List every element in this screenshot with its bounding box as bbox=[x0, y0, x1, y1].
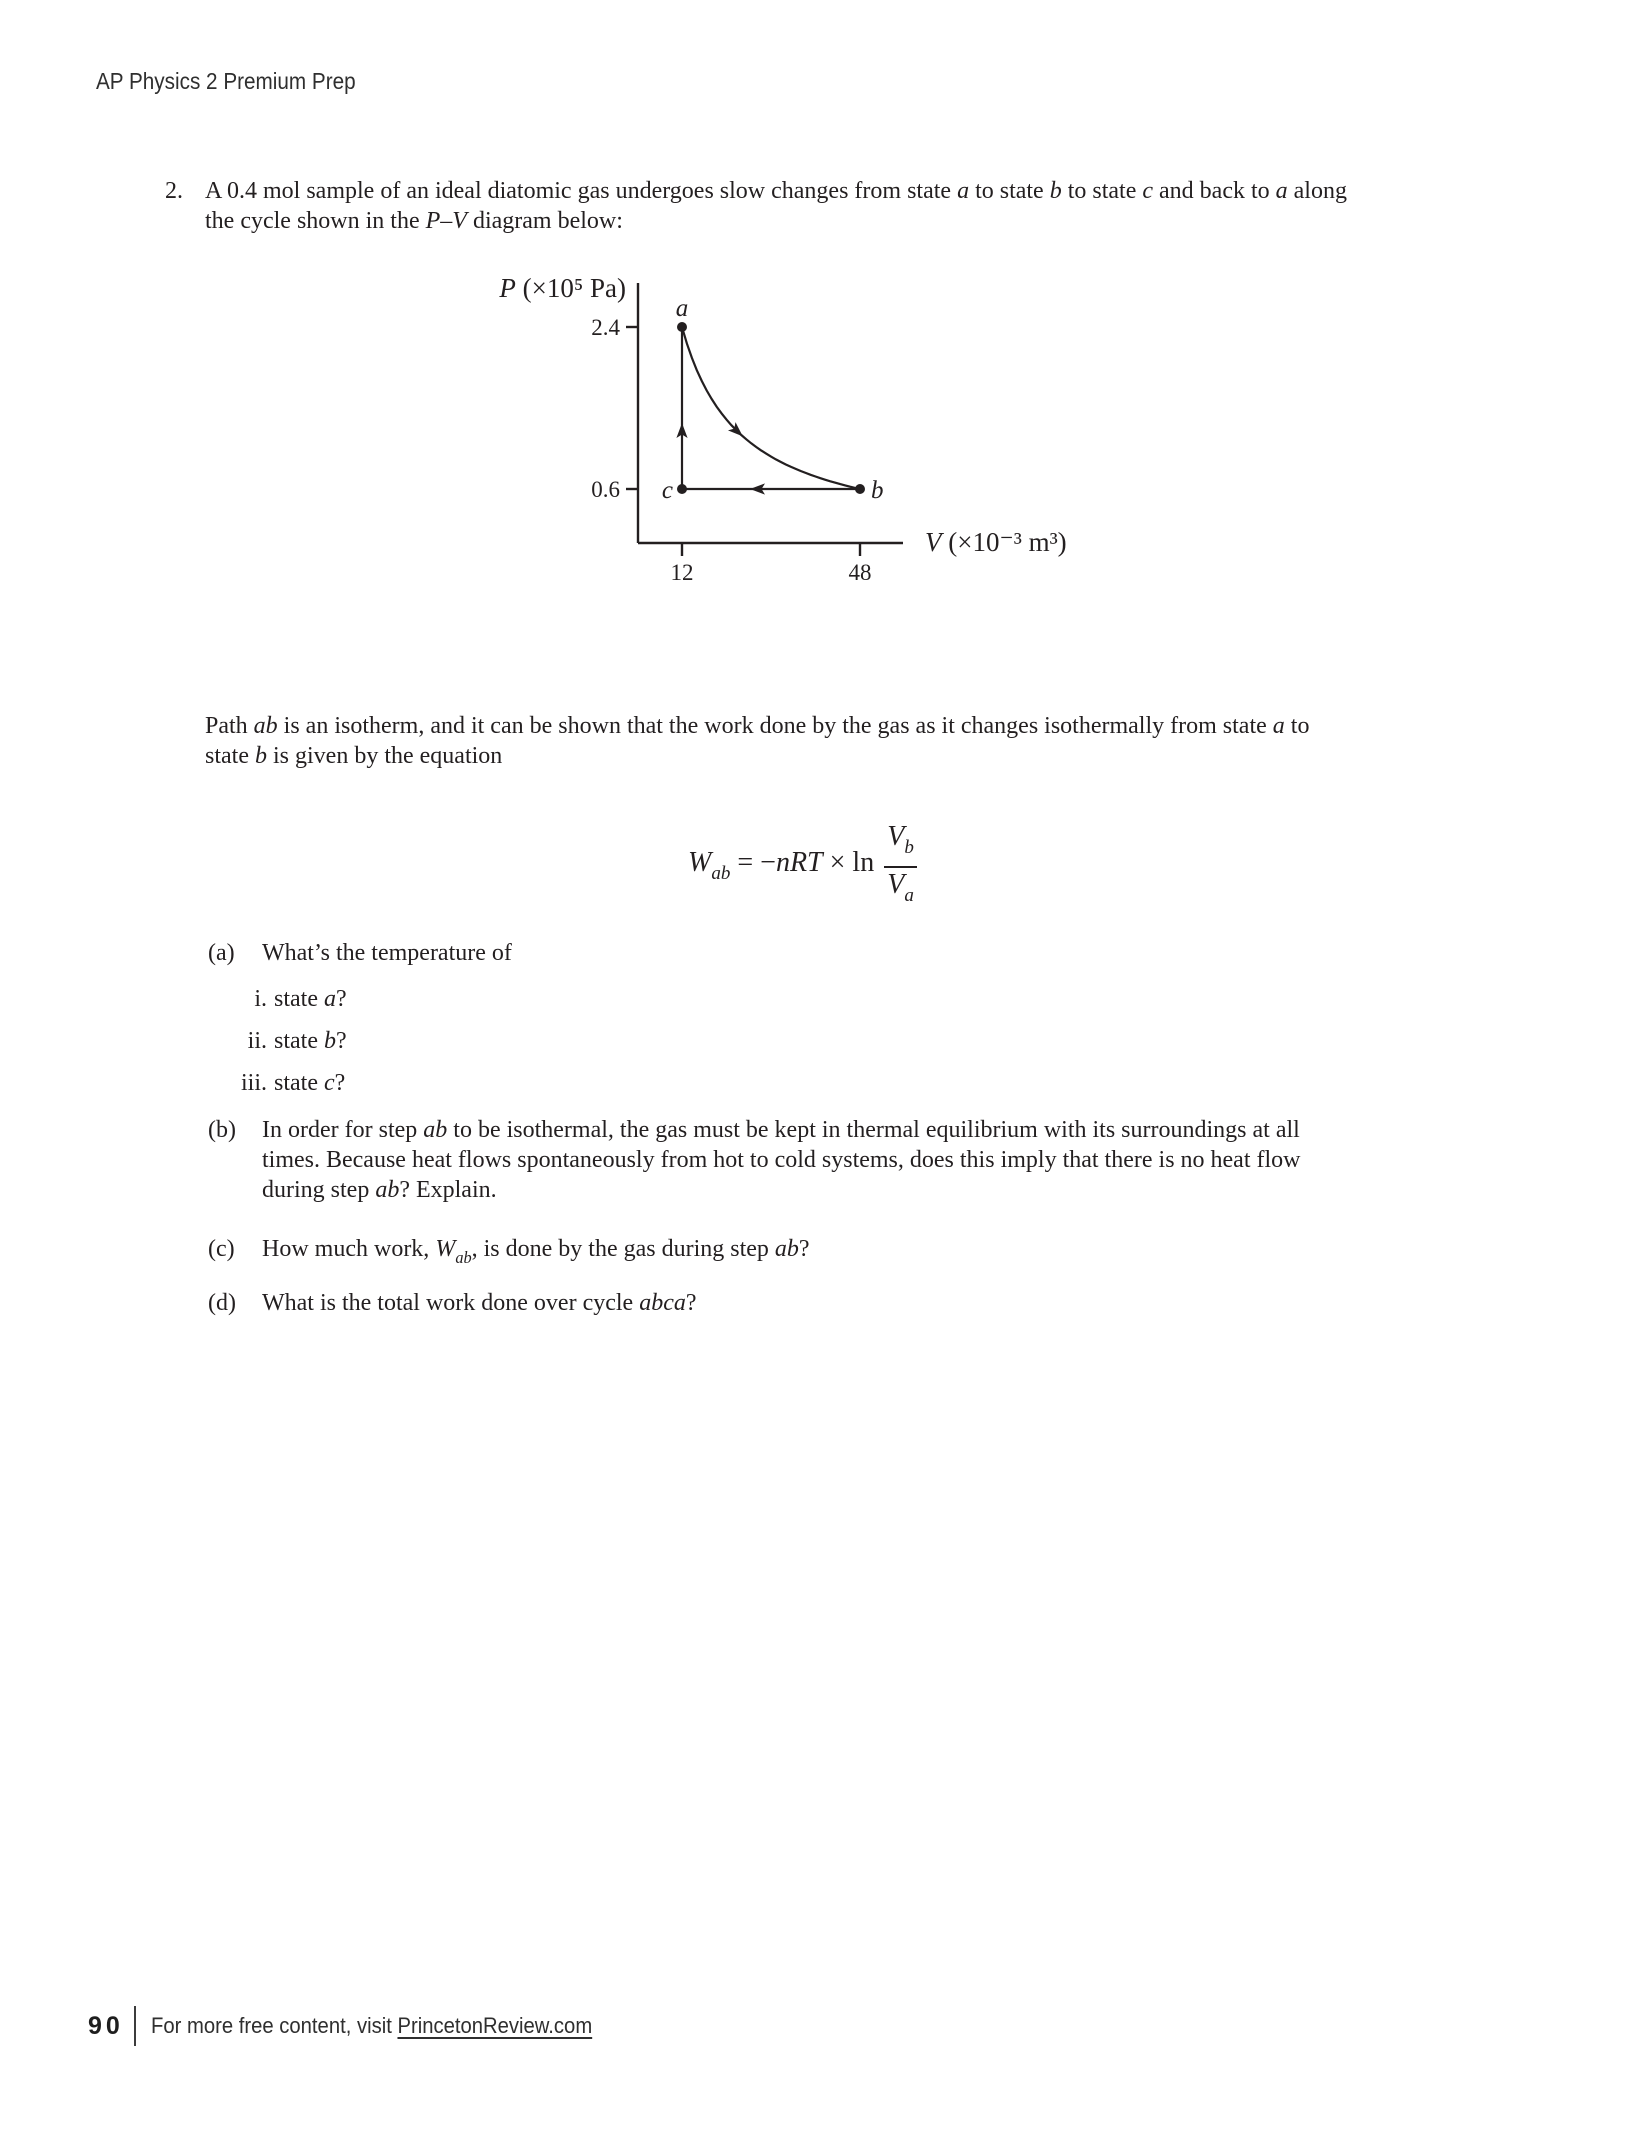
part-d bbox=[208, 1288, 1487, 1318]
part-a-item-iii bbox=[205, 1068, 345, 1098]
footer bbox=[88, 2004, 641, 2048]
part-a bbox=[208, 938, 1487, 968]
problem-intro bbox=[165, 176, 1495, 236]
part-c-text: How much work, $W_{ab}$, is done by the gas during step ab? bbox=[262, 1236, 810, 1267]
footer-divider bbox=[134, 2006, 136, 2046]
equation-fraction bbox=[884, 822, 917, 911]
point-label-a: a bbox=[675, 295, 689, 322]
isotherm-curve-ab bbox=[682, 327, 860, 489]
pv-axes bbox=[626, 283, 903, 556]
point-label-c: c bbox=[661, 477, 673, 504]
page-number: 90 bbox=[88, 2011, 124, 2040]
part-c-label: (c) bbox=[208, 1236, 235, 1262]
pv-diagram bbox=[430, 250, 1110, 595]
item-iii-text: state c? bbox=[274, 1070, 346, 1096]
part-a-label: (a) bbox=[208, 940, 235, 966]
part-d-label: (d) bbox=[208, 1290, 236, 1316]
part-c bbox=[208, 1234, 1487, 1273]
item-ii-numeral: ii. bbox=[247, 1028, 267, 1054]
part-b-label: (b) bbox=[208, 1117, 236, 1143]
problem-intro-text: A 0.4 mol sample of an ideal diatomic gas undergoes slow changes from state a to state b to state c and back to a along the cycle shown in the P–V diagram below: bbox=[205, 178, 1347, 234]
pv-cycle-paths bbox=[676, 322, 865, 495]
y-axis-label: P (×10⁵ Pa) bbox=[499, 273, 626, 303]
x-tick-label-48: 48 bbox=[848, 560, 872, 585]
part-b bbox=[208, 1115, 1487, 1205]
state-point-c bbox=[677, 484, 687, 494]
problem-number: 2. bbox=[165, 178, 183, 204]
y-tick-label-0-6: 0.6 bbox=[591, 477, 620, 502]
y-tick-label-2-4: 2.4 bbox=[591, 315, 620, 340]
part-a-text: What’s the temperature of bbox=[262, 940, 512, 966]
header-title: AP Physics 2 Premium Prep bbox=[96, 68, 356, 94]
equation-lhs: $W_{ab} = -nRT \times \ln$ bbox=[688, 847, 875, 885]
part-d-text: What is the total work done over cycle abca? bbox=[262, 1290, 697, 1316]
fraction-denominator: $V_a$ bbox=[887, 868, 914, 906]
point-label-b: b bbox=[871, 477, 884, 504]
state-point-a bbox=[677, 322, 687, 332]
item-i-text: state a? bbox=[274, 986, 347, 1012]
princeton-review-link[interactable]: PrincetonReview.com bbox=[397, 2013, 592, 2038]
x-axis-label: V (×10⁻³ m³) bbox=[925, 527, 1067, 557]
x-tick-label-12: 12 bbox=[670, 560, 694, 585]
item-iii-numeral: iii. bbox=[240, 1070, 267, 1096]
item-ii-text: state b? bbox=[274, 1028, 347, 1054]
isotherm-note: Path ab is an isotherm, and it can be shown that the work done by the gas as it changes isothermally from state a to state b is given by the equation bbox=[205, 713, 1310, 769]
item-i-numeral: i. bbox=[254, 986, 267, 1012]
fraction-numerator: $V_b$ bbox=[884, 822, 917, 868]
part-b-text: In order for step ab to be isothermal, the gas must be kept in thermal equilibrium with its surroundings at all times. Because heat flows spontaneously from hot to cold systems, does this imply that there is no heat flow during step ab? Explain. bbox=[262, 1117, 1301, 1203]
state-point-b bbox=[855, 484, 865, 494]
footer-text: For more free content, visit PrincetonReview.com bbox=[150, 2013, 592, 2038]
part-a-item-i bbox=[205, 984, 347, 1014]
work-equation bbox=[688, 822, 917, 911]
lines-bc-ca bbox=[682, 327, 860, 489]
part-a-item-ii bbox=[205, 1026, 347, 1056]
